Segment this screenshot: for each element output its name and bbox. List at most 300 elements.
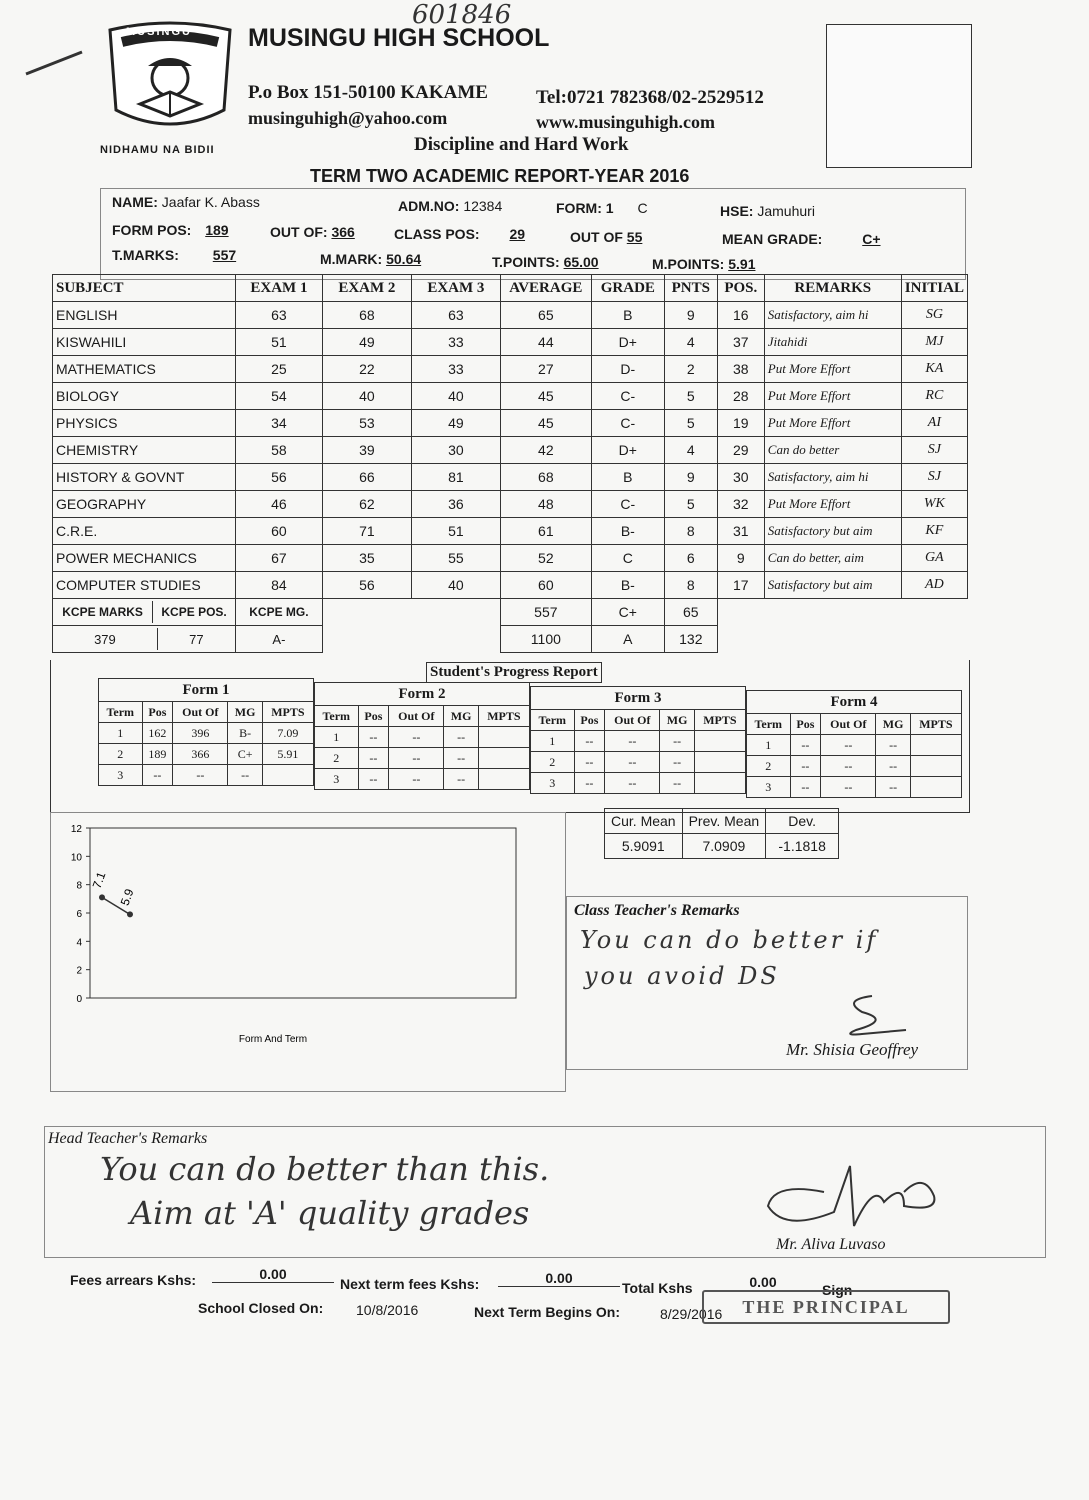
principal-stamp: THE PRINCIPAL	[702, 1290, 950, 1324]
remark: Can do better	[764, 437, 901, 464]
progress-cell: 3	[315, 769, 359, 790]
y-tick-label: 0	[76, 994, 82, 1005]
house-name: Jamuhuri	[757, 203, 815, 219]
progress-cell: 2	[531, 752, 575, 773]
points: 5	[664, 383, 717, 410]
exam3-score: 55	[411, 545, 500, 572]
progress-col-header: Term	[99, 702, 143, 723]
average-score: 52	[500, 545, 591, 572]
progress-row	[747, 756, 962, 777]
head-teacher-remark-line2: Aim at 'A' quality grades	[130, 1194, 530, 1232]
subject-row	[53, 383, 968, 410]
progress-cell: 162	[142, 723, 173, 744]
next-term-fees-label: Next term fees Kshs:	[340, 1276, 480, 1292]
total-fees-label: Total Kshs	[622, 1280, 693, 1296]
class-teacher-remark-line1: You can do better if	[580, 926, 879, 954]
subject-name: POWER MECHANICS	[53, 545, 236, 572]
mmark: 50.64	[386, 251, 422, 267]
subject-row	[53, 572, 968, 599]
exam1-score: 46	[235, 491, 322, 518]
exam1-score: 54	[235, 383, 322, 410]
next-term-fees-value: 0.00	[498, 1270, 620, 1287]
progress-col-header: MPTS	[910, 714, 961, 735]
header-remarks: REMARKS	[764, 275, 901, 302]
position: 30	[717, 464, 764, 491]
position: 32	[717, 491, 764, 518]
exam1-score: 34	[235, 410, 322, 437]
progress-cell: --	[876, 735, 910, 756]
progress-col-header: MG	[876, 714, 910, 735]
report-title: TERM TWO ACADEMIC REPORT-YEAR 2016	[310, 166, 690, 186]
form-out-of-row	[270, 224, 355, 240]
subject-name: PHYSICS	[53, 410, 236, 437]
progress-cell: --	[790, 735, 821, 756]
class-out-label: OUT OF	[570, 229, 623, 245]
average-score: 48	[500, 491, 591, 518]
progress-row	[747, 777, 962, 798]
exam2-score: 40	[322, 383, 411, 410]
average-score: 45	[500, 410, 591, 437]
progress-cell	[694, 731, 745, 752]
exam2-score: 53	[322, 410, 411, 437]
form-out-of: 366	[331, 224, 355, 240]
grade: D+	[591, 437, 664, 464]
exam1-score: 63	[235, 302, 322, 329]
mpoints: 5.91	[728, 256, 756, 272]
subject-row	[53, 464, 968, 491]
points: 4	[664, 437, 717, 464]
progress-cell: --	[228, 765, 262, 786]
max-grade: A	[591, 626, 664, 653]
progress-form-4-table	[746, 690, 962, 798]
head-teacher-name: Mr. Aliva Luvaso	[776, 1236, 886, 1253]
school-website: www.musinguhigh.com	[536, 112, 716, 132]
progress-cell: 2	[315, 748, 359, 769]
grade: C-	[591, 383, 664, 410]
exam1-score: 84	[235, 572, 322, 599]
exam3-score: 81	[411, 464, 500, 491]
dev-value: -1.1818	[766, 834, 839, 859]
progress-cell: 1	[99, 723, 143, 744]
class-teacher-signature	[832, 990, 912, 1040]
teacher-initial: RC	[901, 383, 967, 410]
data-label: 7.1	[89, 869, 109, 891]
subject-row	[53, 437, 968, 464]
progress-cell: 1	[531, 731, 575, 752]
progress-col-header: MG	[660, 710, 694, 731]
y-tick-label: 10	[70, 852, 82, 864]
progress-cell: --	[660, 731, 694, 752]
points: 9	[664, 464, 717, 491]
exam2-score: 66	[322, 464, 411, 491]
progress-form-1-table	[98, 678, 314, 786]
prev-mean: 7.0909	[682, 834, 766, 859]
adm-row	[398, 198, 502, 214]
remark: Satisfactory, aim hi	[764, 302, 901, 329]
mean-grade: C+	[862, 231, 881, 247]
data-point	[99, 894, 105, 900]
progress-cell	[694, 773, 745, 794]
remark: Satisfactory but aim	[764, 572, 901, 599]
school-closed-date: 10/8/2016	[356, 1302, 419, 1318]
grade: B-	[591, 518, 664, 545]
teacher-initial: SJ	[901, 464, 967, 491]
fees-arrears-label: Fees arrears Kshs:	[70, 1272, 197, 1288]
kcpe-values-row	[53, 626, 968, 653]
progress-col-header: Pos	[574, 710, 605, 731]
exam3-score: 36	[411, 491, 500, 518]
progress-cell: --	[358, 769, 389, 790]
form-row	[556, 200, 648, 216]
exam1-score: 58	[235, 437, 322, 464]
progress-chart	[60, 818, 530, 1068]
progress-col-header: MG	[228, 702, 262, 723]
kcpe-header-row	[53, 599, 968, 626]
subject-row	[53, 410, 968, 437]
exam3-score: 33	[411, 329, 500, 356]
position: 16	[717, 302, 764, 329]
progress-cell: --	[876, 756, 910, 777]
y-tick-label: 2	[76, 965, 82, 977]
mmark-row	[320, 251, 421, 267]
position: 31	[717, 518, 764, 545]
pen-mark	[22, 46, 86, 80]
teacher-initial: WK	[901, 491, 967, 518]
progress-row	[99, 723, 314, 744]
progress-cell: --	[358, 727, 389, 748]
grade: D-	[591, 356, 664, 383]
tpoints-row	[492, 254, 599, 270]
exam1-score: 51	[235, 329, 322, 356]
progress-cell: 3	[99, 765, 143, 786]
class-out-of-row	[570, 229, 642, 245]
teacher-initial: MJ	[901, 329, 967, 356]
average-score: 42	[500, 437, 591, 464]
handwritten-reference-number: 601846	[412, 0, 512, 30]
progress-col-header: Pos	[790, 714, 821, 735]
kcpe-mg-label: KCPE MG.	[235, 599, 322, 626]
progress-cell: --	[389, 769, 444, 790]
sign-label: Sign	[822, 1282, 853, 1298]
student-name-row	[112, 194, 260, 210]
average-score: 60	[500, 572, 591, 599]
progress-row	[747, 735, 962, 756]
marks-table	[52, 274, 968, 653]
exam1-score: 25	[235, 356, 322, 383]
x-axis-label: Form And Term	[238, 1034, 308, 1045]
header-grade: GRADE	[591, 275, 664, 302]
dev-label: Dev.	[766, 809, 839, 834]
points: 8	[664, 572, 717, 599]
exam2-score: 35	[322, 545, 411, 572]
subject-name: GEOGRAPHY	[53, 491, 236, 518]
form-label: Form 1	[99, 679, 314, 702]
teacher-initial: AD	[901, 572, 967, 599]
average-score: 45	[500, 383, 591, 410]
progress-form-2-table	[314, 682, 530, 790]
grade: D+	[591, 329, 664, 356]
progress-row	[315, 769, 530, 790]
progress-cell: 2	[747, 756, 791, 777]
class-out-of: 55	[626, 229, 643, 245]
fees-arrears-value: 0.00	[212, 1266, 334, 1283]
progress-cell: 3	[531, 773, 575, 794]
cur-mean-label: Cur. Mean	[605, 809, 683, 834]
progress-row	[99, 744, 314, 765]
kcpe-values-table	[53, 628, 235, 650]
grade: B-	[591, 572, 664, 599]
kcpe-values-cell	[53, 626, 236, 653]
progress-cell: 7.09	[262, 723, 313, 744]
subject-name: C.R.E.	[53, 518, 236, 545]
adm-number: 12384	[463, 198, 503, 214]
progress-cell: --	[444, 748, 478, 769]
data-point	[127, 911, 133, 917]
subject-row	[53, 356, 968, 383]
subject-row	[53, 491, 968, 518]
name-label: NAME:	[112, 194, 158, 210]
points: 6	[664, 545, 717, 572]
progress-cell	[910, 756, 961, 777]
cur-mean: 5.9091	[605, 834, 683, 859]
tmarks-row	[112, 247, 236, 263]
y-tick-label: 12	[70, 824, 82, 835]
form-pos: 189	[205, 222, 229, 238]
progress-col-header: Term	[747, 714, 791, 735]
y-tick-label: 6	[76, 909, 82, 920]
header-average: AVERAGE	[500, 275, 591, 302]
form-pos-row	[112, 222, 229, 238]
tmarks: 557	[212, 247, 237, 263]
remark: Put More Effort	[764, 356, 901, 383]
form-label: Form 4	[747, 691, 962, 714]
grade: C	[591, 545, 664, 572]
progress-cell: --	[660, 773, 694, 794]
tpoints-label: T.POINTS:	[492, 254, 560, 270]
subject-name: HISTORY & GOVNT	[53, 464, 236, 491]
subject-row	[53, 329, 968, 356]
progress-col-header: MPTS	[262, 702, 313, 723]
kcpe-marks: 379	[53, 628, 157, 650]
form-label: FORM: 1	[556, 200, 614, 216]
points: 5	[664, 491, 717, 518]
remark: Satisfactory but aim	[764, 518, 901, 545]
progress-form-3-table	[530, 686, 746, 794]
progress-cell: 2	[99, 744, 143, 765]
class-pos-label: CLASS POS:	[394, 226, 480, 242]
progress-cell: --	[444, 769, 478, 790]
average-score: 27	[500, 356, 591, 383]
position: 17	[717, 572, 764, 599]
data-label: 5.9	[117, 886, 137, 908]
plot-area	[90, 828, 516, 998]
max-points: 132	[664, 626, 717, 653]
exam3-score: 33	[411, 356, 500, 383]
points: 8	[664, 518, 717, 545]
kcpe-mg: A-	[235, 626, 322, 653]
progress-col-header: MG	[444, 706, 478, 727]
school-tel: Tel:0721 782368/02-2529512	[536, 87, 764, 108]
form-label: Form 2	[315, 683, 530, 706]
school-name: MUSINGU HIGH SCHOOL	[248, 24, 550, 52]
teacher-initial: GA	[901, 545, 967, 572]
exam3-score: 49	[411, 410, 500, 437]
subject-row	[53, 545, 968, 572]
mean-grade-label: MEAN GRADE:	[722, 231, 823, 247]
progress-cell: --	[574, 752, 605, 773]
progress-row	[315, 748, 530, 769]
logo-motto: NIDHAMU NA BIDII	[100, 144, 215, 156]
mmark-label: M.MARK:	[320, 251, 383, 267]
kcpe-table	[53, 601, 235, 623]
remark: Satisfactory, aim hi	[764, 464, 901, 491]
head-teacher-title: Head Teacher's Remarks	[48, 1130, 208, 1147]
subject-name: ENGLISH	[53, 302, 236, 329]
progress-col-header: Out Of	[605, 710, 660, 731]
progress-cell: 1	[747, 735, 791, 756]
progress-col-header: Term	[315, 706, 359, 727]
exam3-score: 40	[411, 383, 500, 410]
progress-cell: 189	[142, 744, 173, 765]
progress-col-header: Term	[531, 710, 575, 731]
teacher-initial: KF	[901, 518, 967, 545]
remark: Put More Effort	[764, 410, 901, 437]
progress-cell: --	[389, 727, 444, 748]
prev-mean-label: Prev. Mean	[682, 809, 766, 834]
progress-cell: 3	[747, 777, 791, 798]
logo-text: MUSINGU	[126, 26, 192, 38]
position: 28	[717, 383, 764, 410]
head-teacher-remark-line1: You can do better than this.	[100, 1150, 550, 1188]
teacher-initial: KA	[901, 356, 967, 383]
house-label: HSE:	[720, 203, 754, 219]
progress-cell: --	[142, 765, 173, 786]
progress-col-header: Pos	[142, 702, 173, 723]
progress-col-header: Out Of	[173, 702, 228, 723]
position: 19	[717, 410, 764, 437]
progress-cell	[694, 752, 745, 773]
progress-cell: --	[790, 756, 821, 777]
subject-name: COMPUTER STUDIES	[53, 572, 236, 599]
progress-cell	[262, 765, 313, 786]
class-teacher-remark-line2: you avoid DS	[584, 962, 780, 990]
exam3-score: 40	[411, 572, 500, 599]
teacher-initial: SJ	[901, 437, 967, 464]
head-teacher-signature	[754, 1162, 950, 1242]
max-total-marks: 1100	[500, 626, 591, 653]
subject-row	[53, 302, 968, 329]
total-fees-value: 0.00	[706, 1274, 820, 1291]
next-term-begins-label: Next Term Begins On:	[474, 1304, 620, 1320]
exam3-score: 30	[411, 437, 500, 464]
exam2-score: 56	[322, 572, 411, 599]
grade: C-	[591, 491, 664, 518]
subject-name: BIOLOGY	[53, 383, 236, 410]
progress-cell: --	[574, 773, 605, 794]
exam2-score: 71	[322, 518, 411, 545]
header-exam2: EXAM 2	[322, 275, 411, 302]
class-teacher-title: Class Teacher's Remarks	[574, 902, 740, 919]
mpoints-row	[652, 256, 755, 272]
average-score: 65	[500, 302, 591, 329]
class-pos-row	[394, 226, 525, 242]
grade: B	[591, 464, 664, 491]
progress-col-header: Out Of	[389, 706, 444, 727]
grade: C-	[591, 410, 664, 437]
form-label: Form 3	[531, 687, 746, 710]
teacher-initial: AI	[901, 410, 967, 437]
header-pnts: PNTS	[664, 275, 717, 302]
progress-cell: --	[358, 748, 389, 769]
progress-cell: --	[821, 777, 876, 798]
remark: Put More Effort	[764, 491, 901, 518]
mean-grade-row	[722, 231, 881, 247]
progress-cell: 1	[315, 727, 359, 748]
progress-cell: --	[876, 777, 910, 798]
exam1-score: 60	[235, 518, 322, 545]
subject-name: MATHEMATICS	[53, 356, 236, 383]
points: 5	[664, 410, 717, 437]
progress-cell	[910, 735, 961, 756]
average-score: 61	[500, 518, 591, 545]
progress-row	[531, 773, 746, 794]
progress-cell: --	[605, 752, 660, 773]
header-initial: INITIAL	[901, 275, 967, 302]
school-address: P.o Box 151-50100 KAKAME	[248, 82, 488, 103]
progress-cell: --	[173, 765, 228, 786]
progress-row	[99, 765, 314, 786]
progress-cell	[478, 748, 529, 769]
photo-box	[826, 24, 972, 168]
subject-name: CHEMISTRY	[53, 437, 236, 464]
header-subject: SUBJECT	[53, 275, 236, 302]
progress-row	[531, 752, 746, 773]
position: 37	[717, 329, 764, 356]
total-marks: 557	[500, 599, 591, 626]
total-points: 65	[664, 599, 717, 626]
exam2-score: 49	[322, 329, 411, 356]
progress-cell: --	[574, 731, 605, 752]
school-logo	[100, 20, 240, 160]
average-score: 68	[500, 464, 591, 491]
progress-col-header: Out Of	[821, 714, 876, 735]
means-table	[604, 808, 839, 859]
mpoints-label: M.POINTS:	[652, 256, 725, 272]
exam3-score: 51	[411, 518, 500, 545]
kcpe-labels-cell	[53, 599, 236, 626]
progress-cell: 5.91	[262, 744, 313, 765]
progress-cell: --	[389, 748, 444, 769]
marks-header-row	[53, 275, 968, 302]
exam2-score: 22	[322, 356, 411, 383]
progress-col-header: Pos	[358, 706, 389, 727]
kcpe-pos-label: KCPE POS.	[161, 605, 227, 619]
subject-row	[53, 518, 968, 545]
progress-row	[531, 731, 746, 752]
progress-cell: --	[821, 735, 876, 756]
points: 2	[664, 356, 717, 383]
teacher-initial: SG	[901, 302, 967, 329]
header-pos: POS.	[717, 275, 764, 302]
exam1-score: 56	[235, 464, 322, 491]
progress-cell: C+	[228, 744, 262, 765]
exam2-score: 68	[322, 302, 411, 329]
exam1-score: 67	[235, 545, 322, 572]
remark: Can do better, aim	[764, 545, 901, 572]
header-exam1: EXAM 1	[235, 275, 322, 302]
tmarks-label: T.MARKS:	[112, 247, 179, 263]
y-tick-label: 4	[76, 937, 82, 949]
